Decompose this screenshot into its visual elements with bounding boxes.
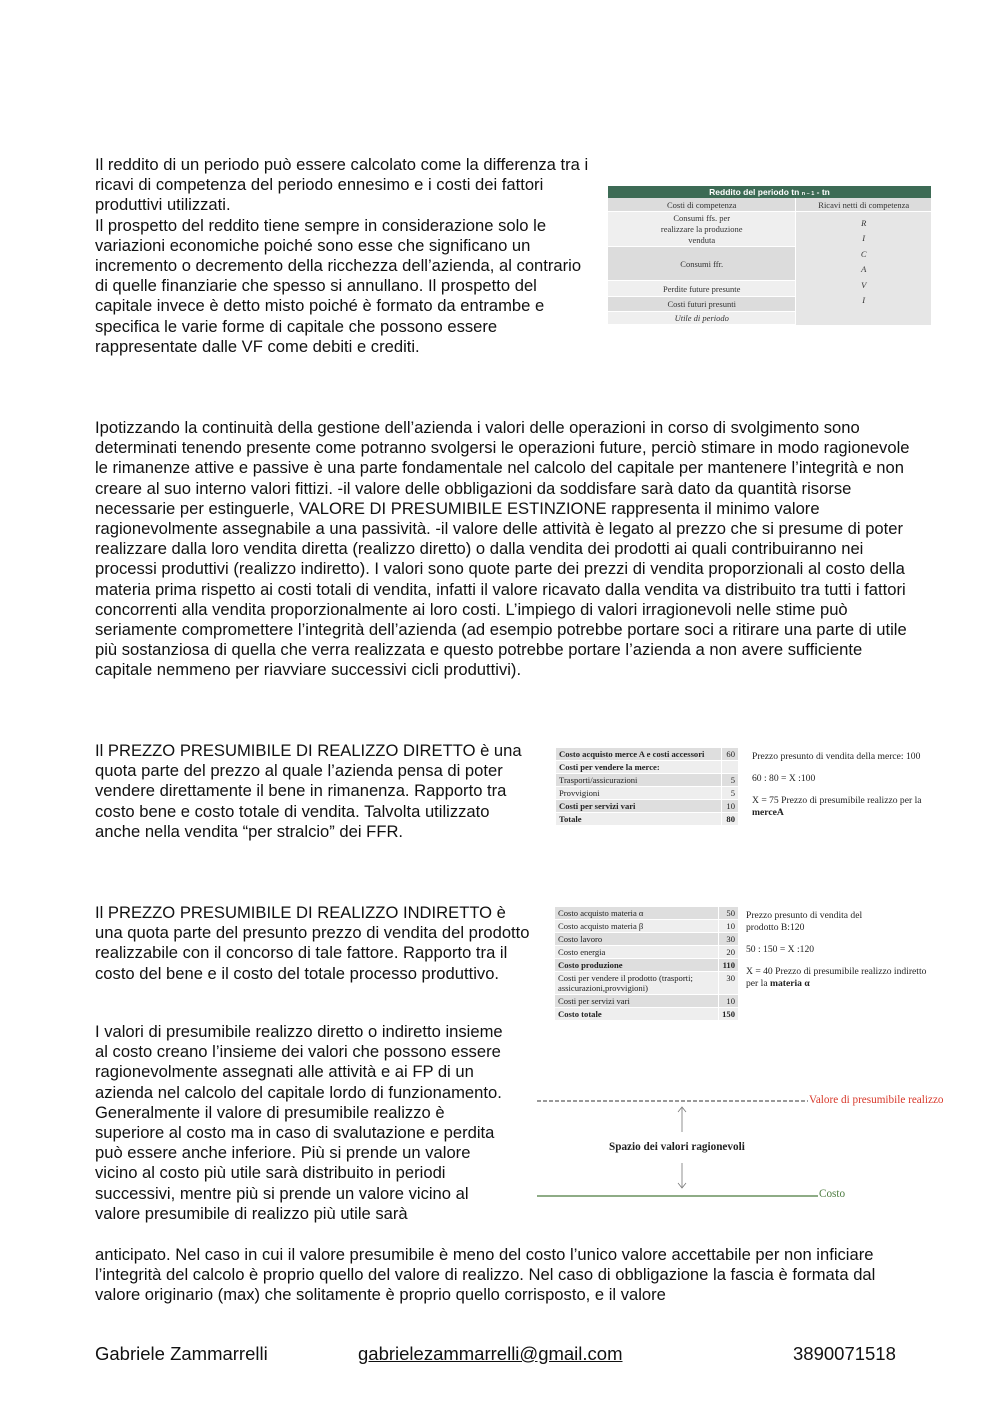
ricavi-letter: C	[860, 248, 867, 259]
paragraph-realizzo-diretto: Il PREZZO PRESUMIBILE DI REALIZZO DIRETTO è una quota parte del prezzo al quale l’azienda pensa di poter vendere direttamente il bene in rimanenza. Rapporto tra costo bene e costo totale di vendita. Talvolta utilizzato anche nella vendita “per stralcio” dei FFR.	[95, 741, 522, 841]
table-row: Costi per vendere il prodotto (trasporti; assicurazioni,provvigioni)	[555, 972, 719, 995]
table-row: Provvigioni	[556, 787, 722, 800]
ricavi-letter: I	[862, 295, 866, 306]
note-line: Prezzo presunto di vendita del prodotto B:120	[746, 910, 863, 933]
row-perdite: Perdite future presunte	[608, 281, 796, 297]
ricavi-letter: R	[861, 218, 867, 228]
ricavi-column	[796, 212, 931, 325]
footer-email-link[interactable]: gabrielezammarrelli@gmail.com	[358, 1343, 623, 1364]
row-consumi-ffr: Consumi ffr.	[608, 247, 796, 281]
note-line-bold: materia α	[769, 978, 810, 989]
paragraph-continuita: Ipotizzando la continuità della gestione dell’azienda i valori delle operazioni in corso di svolgimento sono determinati tenendo presente come potranno svolgersi le operazioni future, perciò stimare in modo ragionevole le rimanenze attive e passive è una parte fondamentale nel calcolo del capitale per mantenere l’integrità e non creare al suo interno valori fittizi. -il valore delle obbligazioni da soddisfare sarà dato da quantità risorse necessarie per estinguerle, VALORE DI PRESUMIBILE ESTINZIONE rappresenta il minimo valore ragionevolmente assegnabile a una passività. -il valore delle attività è legato al prezzo che si presume di poter realizzare dalla loro vendita diretta (realizzo diretto) o dalla vendita dei prodotti ai quali contribuiranno nei processi produttivi (realizzo indiretto). I valori sono quote parte dei prezzi di vendita proporzionali al costo della materia prima rispetto ai costi totali di vendita, infatti il valore ricavato dalla vendita va distribuito tra tutti i fattori concorrenti alla vendita proporzionalmente ai loro costi. L’impiego di valori irragionevoli nelle stime può seriamente compromettere l’integrità dell’azienda (ad esempio potrebbe portare soci a ritirare una parte di utile più sostanziosa di quella che verra realizzata e questo potrebbe portare l’azienda a non avere sufficiente capitale nemmeno per riavviare successivi cicli produttivi).	[95, 418, 910, 680]
table-value: 110	[719, 959, 738, 972]
table-row: Costi per vendere la merce:	[556, 761, 722, 774]
table-value: 10	[722, 800, 739, 813]
paragraph-realizzo-indiretto: Il PREZZO PRESUMIBILE DI REALIZZO INDIRETTO è una quota parte del presunto prezzo di vendita del prodotto realizzabile con il concorso di tale fattore. Rapporto tra il costo del bene e il costo del totale processo produttivo.	[95, 903, 530, 983]
row-consumi-ffs	[608, 212, 796, 247]
paragraph-anticipato: anticipato. Nel caso in cui il valore presumibile è meno del costo l’unico valore accettabile per non inficiare l’integrità del calcolo è proprio quello del valore di realizzo. Nel caso di obbligazione la fascia è formata dal valore originario (max) che solitamente è proprio quello corrisposto, e il valore	[95, 1245, 876, 1305]
col-costi: Costi di competenza	[608, 198, 796, 212]
table-row: Costo lavoro	[555, 933, 719, 946]
table-value: 20	[719, 946, 738, 959]
note-line: 50 : 150 = X :120	[746, 944, 815, 955]
table-value: 30	[719, 972, 738, 995]
table-row: Costo totale	[555, 1008, 719, 1021]
table-row: Costo acquisto merce A e costi accessori	[556, 748, 722, 761]
note-realizzo-diretto	[752, 751, 932, 819]
label-costo: Costo	[819, 1188, 846, 1200]
note-line-text: X = 40 Prezzo di presumibile realizzo indiretto per la	[746, 966, 927, 989]
label-spazio-valori: Spazio dei valori ragionevoli	[609, 1141, 745, 1153]
label-valore-realizzo: Valore di presumibile realizzo	[809, 1094, 944, 1106]
reddito-title-end: - tn	[814, 187, 830, 197]
table-value: 60	[722, 748, 739, 761]
table-realizzo-diretto	[556, 748, 738, 826]
col-ricavi: Ricavi netti di competenza	[796, 198, 931, 212]
reddito-title-text: Reddito del periodo tn	[709, 187, 800, 197]
table-row: Costi per servizi vari	[555, 995, 719, 1008]
ricavi-letter: V	[861, 279, 867, 290]
table-value: 50	[719, 907, 738, 920]
table-value: 10	[719, 920, 738, 933]
table-row: Costo acquisto materia α	[555, 907, 719, 920]
note-line: Prezzo presunto di vendita della merce: 100	[752, 751, 921, 762]
table-row: Costo produzione	[555, 959, 719, 972]
table-realizzo-indiretto	[555, 907, 738, 1021]
note-line	[746, 966, 931, 990]
note-line: 60 : 80 = X :100	[752, 773, 816, 784]
note-line-text: X = 75 Prezzo di presumibile realizzo per la	[752, 795, 922, 806]
footer-name: Gabriele Zammarrelli	[95, 1343, 268, 1364]
note-line-bold: merceA	[752, 807, 784, 818]
table-value: 5	[722, 774, 739, 787]
table-row: Totale	[556, 813, 722, 826]
table-row: Costo acquisto materia β	[555, 920, 719, 933]
ricavi-letter: I	[862, 233, 866, 244]
paragraph-valori-presumibili: I valori di presumibile realizzo diretto o indiretto insieme al costo creano l’insieme dei valori che possono essere ragionevolmente assegnati alle attività e ai FP di un azienda nel calcolo del capitale lordo di funzionamento. Generalmente il valore di presumibile realizzo è superiore al costo ma in caso di svalutazione e perdita può essere anche inferiore. Più si prende un valore vicino al costo più utile sarà distribuito in periodi successivi, mentre più si prende un valore vicino al valore presumibile di realizzo più utile sarà	[95, 1022, 503, 1223]
table-value: 10	[719, 995, 738, 1008]
reddito-table-title	[608, 186, 931, 198]
table-value	[722, 761, 739, 774]
reddito-table	[608, 186, 931, 325]
table-value: 150	[719, 1008, 738, 1021]
table-row: Trasporti/assicurazioni	[556, 774, 722, 787]
row-consumi-ffs-text: Consumi ffs. per realizzare la produzione venduta	[660, 212, 743, 245]
ricavi-letter: A	[861, 264, 867, 275]
note-line	[752, 795, 932, 819]
row-utile: Utile di periodo	[608, 312, 796, 325]
reddito-title-sub: n – 1	[801, 191, 815, 197]
table-value: 80	[722, 813, 739, 826]
table-value: 5	[722, 787, 739, 800]
table-row: Costi per servizi vari	[556, 800, 722, 813]
table-row: Costo energia	[555, 946, 719, 959]
row-costi-futuri: Costi futuri presunti	[608, 297, 796, 312]
note-realizzo-indiretto	[746, 910, 931, 990]
footer-phone: 3890071518	[793, 1343, 896, 1364]
paragraph-reddito: Il reddito di un periodo può essere calcolato come la differenza tra i ricavi di competenza del periodo ennesimo e i costi dei fattori produttivi utilizzati. Il prospetto del reddito tiene sempre in considerazione solo le variazioni economiche poiché sono esse che significano un incremento o decremento della ricchezza dell’azienda, al contrario di quelle finanziarie che spesso si annullano. Il prospetto del capitale invece è detto misto poiché è formato da entrambe e specifica le varie forme di capitale che possono essere rappresentate dalle VF come debiti e crediti.	[95, 155, 589, 356]
table-value: 30	[719, 933, 738, 946]
